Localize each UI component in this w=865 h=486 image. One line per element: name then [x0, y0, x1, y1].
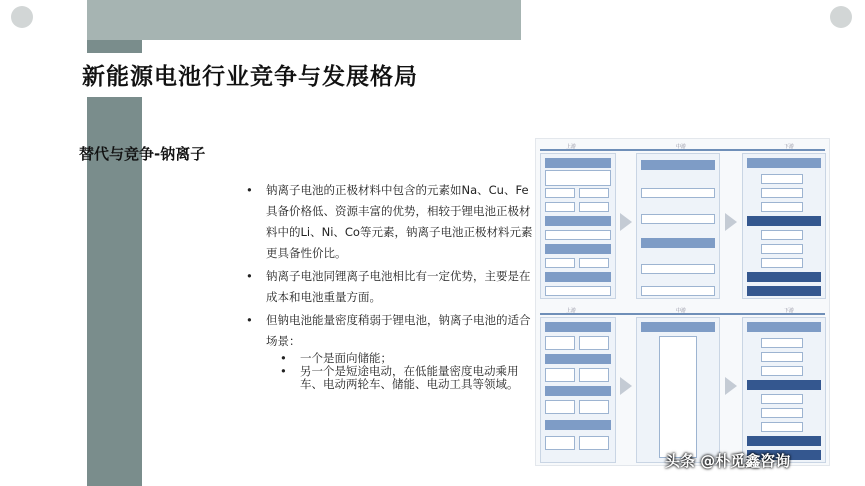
diagram-box — [545, 188, 575, 198]
diagram-box — [579, 368, 609, 382]
diagram-box — [761, 338, 803, 348]
decorative-light-band — [87, 0, 521, 40]
slide-title: 新能源电池行业竞争与发展格局 — [82, 64, 418, 90]
bullet-item: • 钠离子电池同锂离子电池相比有一定优势，主要是在成本和电池重量方面。 — [244, 266, 534, 308]
upstream-column — [540, 153, 616, 299]
diagram-box — [545, 354, 611, 364]
corner-dot-icon — [11, 6, 33, 28]
diagram-box — [761, 258, 803, 268]
diagram-box — [747, 286, 821, 296]
diagram-panel-top — [536, 141, 829, 299]
diagram-box — [747, 272, 821, 282]
diagram-box — [545, 400, 575, 414]
diagram-box — [761, 422, 803, 432]
corner-dot-icon — [830, 6, 852, 28]
diagram-box — [641, 322, 715, 332]
column-label: 中游 — [676, 308, 687, 314]
bullet-item: • 钠离子电池的正极材料中包含的元素如Na、Cu、Fe具备价格低、资源丰富的优势，相较于锂电池正极材料中的Li、Ni、Co等元素，钠离子电池正极材料元素更具备性价比。 — [244, 180, 534, 264]
diagram-box — [579, 258, 609, 268]
diagram-box — [545, 336, 575, 350]
diagram-box — [641, 238, 715, 248]
diagram-box — [545, 286, 611, 296]
bullet-item — [244, 310, 534, 391]
midstream-column — [636, 153, 720, 299]
diagram-box — [641, 286, 715, 296]
diagram-box — [545, 202, 575, 212]
bullet-list — [244, 180, 534, 393]
diagram-box — [545, 386, 611, 396]
diagram-box — [545, 272, 611, 282]
diagram-box — [761, 408, 803, 418]
diagram-box — [761, 244, 803, 254]
diagram-box — [641, 214, 715, 224]
diagram-box — [641, 160, 715, 170]
diagram-box — [747, 380, 821, 390]
diagram-box — [761, 394, 803, 404]
sub-bullet-item: • 一个是面向储能； — [276, 352, 534, 365]
flow-arrow-icon — [725, 213, 737, 231]
watermark: 头条 @朴觅鑫咨询 — [665, 452, 791, 470]
diagram-box — [579, 202, 609, 212]
diagram-panel-bottom — [536, 305, 829, 463]
diagram-box — [545, 230, 611, 240]
diagram-box — [545, 170, 611, 186]
diagram-box — [659, 336, 697, 458]
diagram-box — [545, 258, 575, 268]
diagram-box — [641, 264, 715, 274]
diagram-box — [761, 230, 803, 240]
diagram-box — [761, 352, 803, 362]
column-label: 上游 — [566, 308, 577, 314]
diagram-box — [761, 366, 803, 376]
diagram-box — [545, 244, 611, 254]
upstream-column — [540, 317, 616, 463]
diagram-box — [761, 188, 803, 198]
diagram-box — [747, 158, 821, 168]
diagram-box — [545, 216, 611, 226]
diagram-box — [747, 322, 821, 332]
diagram-box — [747, 216, 821, 226]
flow-arrow-icon — [725, 377, 737, 395]
diagram-box — [579, 336, 609, 350]
industry-chain-diagram — [535, 138, 830, 466]
slide-subtitle: 替代与竞争-钠离子 — [79, 145, 206, 163]
diagram-box — [579, 188, 609, 198]
diagram-box — [747, 436, 821, 446]
diagram-box — [641, 188, 715, 198]
sub-bullet-item: • 另一个是短途电动，在低能量密度电动乘用车、电动两轮车、储能、电动工具等领域。 — [276, 365, 534, 391]
downstream-column — [742, 153, 826, 299]
downstream-column — [742, 317, 826, 463]
midstream-column — [636, 317, 720, 463]
diagram-box — [545, 322, 611, 332]
diagram-box — [761, 202, 803, 212]
column-label: 上游 — [566, 144, 577, 150]
column-label: 下游 — [784, 308, 795, 314]
diagram-box — [545, 436, 575, 450]
column-label: 中游 — [676, 144, 687, 150]
diagram-box — [579, 400, 609, 414]
bullet-text: 但钠电池能量密度稍弱于锂电池，钠离子电池的适合场景： — [266, 313, 531, 348]
diagram-box — [545, 420, 611, 430]
diagram-box — [545, 368, 575, 382]
diagram-box — [579, 436, 609, 450]
flow-arrow-icon — [620, 213, 632, 231]
diagram-box — [761, 174, 803, 184]
diagram-box — [545, 158, 611, 168]
flow-arrow-icon — [620, 377, 632, 395]
column-label: 下游 — [784, 144, 795, 150]
